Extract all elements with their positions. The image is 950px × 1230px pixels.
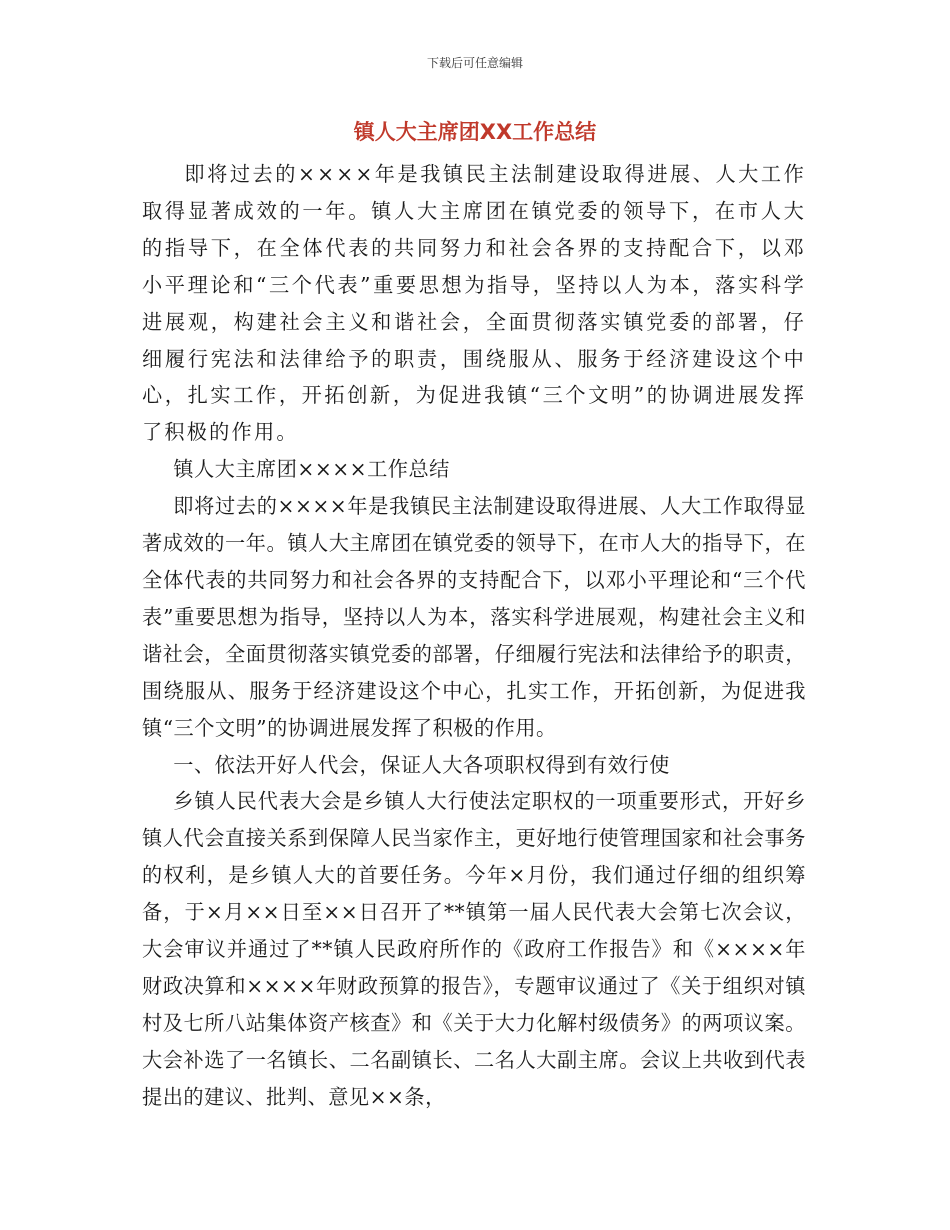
- section-heading-1: 一、依法开好人代会，保证人大各项职权得到有效行使: [173, 752, 670, 777]
- body-paragraph: 乡镇人民代表大会是乡镇人大行使法定职权的一项重要形式，开好乡镇人代会直接关系到保障人民当家作主，更好地行使管理国家和社会事务的权利，是乡镇人大的首要任务。今年×月份，我们通过仔细的组织筹备，于×月××日至××日召开了**镇第一届人民代表大会第七次会议，大会审议并通过了**镇人民政府所作的《政府工作报告》和《××××年财政决算和××××年财政预算的报告》，专题审议通过了《关于组织对镇村及七所八站集体资产核查》和《关于大力化解村级债务》的两项议案。大会补选了一名镇长、二名副镇长、二名人大副主席。会议上共收到代表提出的建议、批判、意见××条，: [142, 789, 806, 1109]
- document-title: 镇人大主席团XX工作总结: [353, 120, 597, 144]
- page-header: 下载后可任意编辑: [426, 56, 523, 70]
- body-paragraph: 即将过去的××××年是我镇民主法制建设取得进展、人大工作取得显著成效的一年。镇人大主席团在镇党委的领导下，在市人大的指导下，在全体代表的共同努力和社会各界的支持配合下，以邓小平理论和“三个代表”重要思想为指导，坚持以人为本，落实科学进展观，构建社会主义和谐社会，全面贯彻落实镇党委的部署，仔细履行宪法和法律给予的职责，围绕服从、服务于经济建设这个中心，扎实工作，开拓创新，为促进我镇“三个文明”的协调进展发挥了积极的作用。: [142, 494, 806, 740]
- document-body: [142, 156, 806, 1116]
- intro-paragraph: 即将过去的××××年是我镇民主法制建设取得进展、人大工作取得显著成效的一年。镇人大主席团在镇党委的领导下，在市人大的指导下，在全体代表的共同努力和社会各界的支持配合下，以邓小平理论和“三个代表”重要思想为指导，坚持以人为本，落实科学进展观，构建社会主义和谐社会，全面贯彻落实镇党委的部署，仔细履行宪法和法律给予的职责，围绕服从、服务于经济建设这个中心，扎实工作，开拓创新，为促进我镇“三个文明”的协调进展发挥了积极的作用。: [142, 162, 806, 445]
- repeated-title-line: 镇人大主席团××××工作总结: [173, 457, 450, 482]
